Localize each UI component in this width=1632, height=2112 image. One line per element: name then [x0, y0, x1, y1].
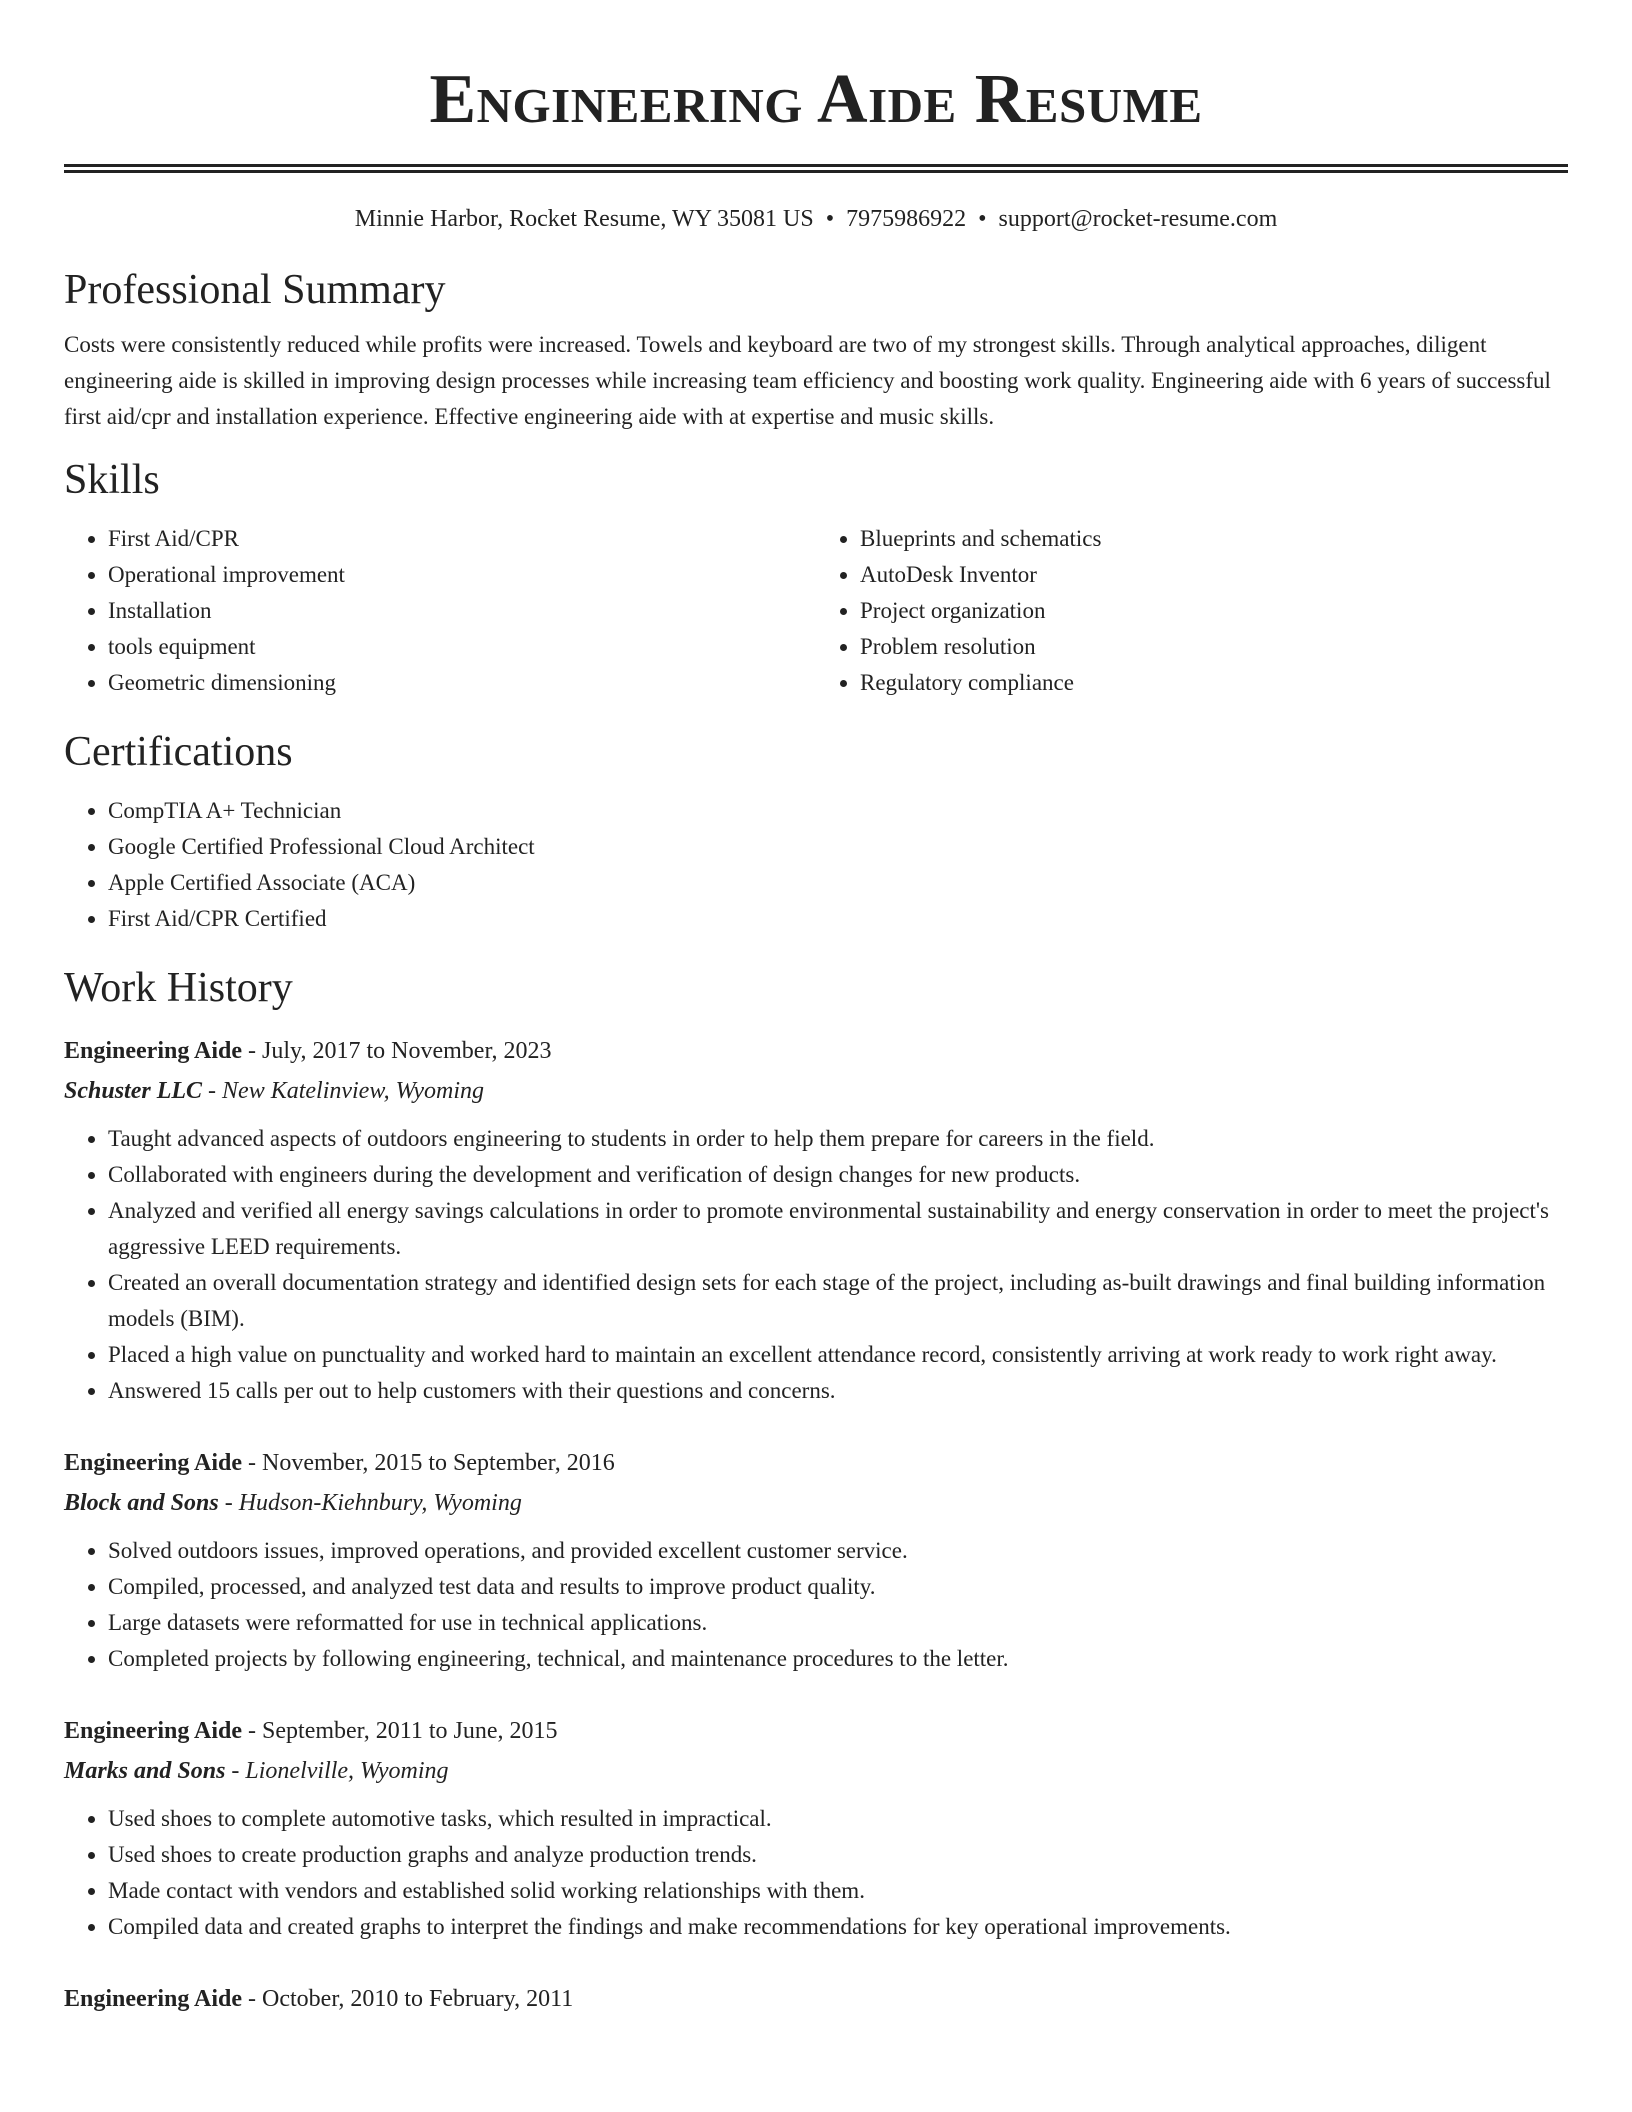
resume-page: [64, 0, 1568, 2019]
job-title-line: [64, 1979, 1568, 2019]
contact-phone: 7975986922: [846, 206, 967, 232]
certification-item: • Google Certified Professional Cloud Architect: [108, 829, 1568, 865]
job-dash: -: [242, 1986, 263, 2012]
job-location: New Katelinview, Wyoming: [222, 1078, 485, 1104]
skills-list-right: [816, 521, 1568, 701]
job-entry: [64, 1031, 1568, 1409]
job-bullet: • Created an overall documentation strategy and identified design sets for each stage of the project, including as-built drawings and final building information models (BIM).: [108, 1265, 1568, 1337]
job-bullet: • Large datasets were reformatted for use in technical applications.: [108, 1605, 1568, 1641]
job-entry: [64, 1979, 1568, 2019]
job-title: Engineering Aide: [64, 1450, 243, 1476]
contact-separator: •: [978, 206, 987, 232]
certifications-list: [64, 793, 1568, 937]
job-bullet: • Solved outdoors issues, improved operations, and provided excellent customer service.: [108, 1533, 1568, 1569]
job-bullet: • Completed projects by following engineering, technical, and maintenance procedures to the letter.: [108, 1641, 1568, 1677]
skill-item: • Geometric dimensioning: [108, 665, 816, 701]
job-bullet: • Compiled, processed, and analyzed test data and results to improve product quality.: [108, 1569, 1568, 1605]
skill-item: • Operational improvement: [108, 557, 816, 593]
job-title-line: [64, 1443, 1568, 1483]
job-bullet: • Taught advanced aspects of outdoors engineering to students in order to help them prepare for careers in the field.: [108, 1121, 1568, 1157]
skill-item: • Project organization: [860, 593, 1568, 629]
job-dash: -: [202, 1078, 223, 1104]
job-company: Schuster LLC: [64, 1078, 203, 1104]
certification-item: • CompTIA A+ Technician: [108, 793, 1568, 829]
job-title-line: [64, 1031, 1568, 1071]
contact-address: Minnie Harbor, Rocket Resume, WY 35081 US: [354, 206, 814, 232]
job-dash: -: [225, 1758, 246, 1784]
summary-text: Costs were consistently reduced while profits were increased. Towels and keyboard are two of my strongest skills. Through analytical approaches, diligent engineering aide is skilled in improving design processes while increasing team efficiency and boosting work quality. Engineering aide with 6 years of successful first aid/cpr and installation experience. Effective engineering aide with at expertise and music skills.: [64, 332, 1551, 429]
certifications-heading: Certifications: [64, 729, 293, 775]
job-bullet: • Analyzed and verified all energy savings calculations in order to promote environmental sustainability and energy conservation in order to meet the project's aggressive LEED requirements.: [108, 1193, 1568, 1265]
work-history-heading: Work History: [64, 965, 293, 1011]
job-company-line: [64, 1483, 1568, 1523]
job-title-line: [64, 1711, 1568, 1751]
job-bullet: • Placed a high value on punctuality and worked hard to maintain an excellent attendance record, consistently arriving at work ready to work right away.: [108, 1337, 1568, 1373]
resume-title: Engineering Aide Resume: [429, 61, 1203, 138]
skill-item: • Regulatory compliance: [860, 665, 1568, 701]
job-location: Hudson-Kiehnbury, Wyoming: [238, 1490, 522, 1516]
job-company-line: [64, 1071, 1568, 1111]
certification-item: • Apple Certified Associate (ACA): [108, 865, 1568, 901]
job-dash: -: [242, 1450, 263, 1476]
job-bullets: [64, 1801, 1568, 1945]
job-location: Lionelville, Wyoming: [245, 1758, 449, 1784]
skill-item: • Blueprints and schematics: [860, 521, 1568, 557]
job-bullets: [64, 1121, 1568, 1409]
certification-item: • First Aid/CPR Certified: [108, 901, 1568, 937]
contact-separator: •: [825, 206, 835, 232]
job-title: Engineering Aide: [64, 1038, 243, 1064]
job-bullet: • Answered 15 calls per out to help customers with their questions and concerns.: [108, 1373, 1568, 1409]
skills-heading: Skills: [64, 457, 160, 503]
job-entry: [64, 1443, 1568, 1677]
skill-item: • tools equipment: [108, 629, 816, 665]
skill-item: • Installation: [108, 593, 816, 629]
title-divider: [64, 164, 1568, 173]
job-bullets: [64, 1533, 1568, 1677]
job-dates: July, 2017 to November, 2023: [262, 1038, 552, 1064]
contact-line: [64, 203, 1568, 235]
skill-item: • First Aid/CPR: [108, 521, 816, 557]
skill-item: • Problem resolution: [860, 629, 1568, 665]
job-title: Engineering Aide: [64, 1718, 243, 1744]
summary-heading: Professional Summary: [64, 267, 446, 313]
job-dash: -: [218, 1490, 239, 1516]
skills-list-left: [64, 521, 816, 701]
job-bullet: • Used shoes to create production graphs and analyze production trends.: [108, 1837, 1568, 1873]
job-company: Block and Sons: [64, 1490, 219, 1516]
contact-email: support@rocket-resume.com: [998, 206, 1278, 232]
skills-columns: [64, 521, 1568, 701]
job-bullet: • Used shoes to complete automotive tasks, which resulted in impractical.: [108, 1801, 1568, 1837]
job-dash: -: [242, 1718, 263, 1744]
job-dates: October, 2010 to February, 2011: [262, 1986, 574, 2012]
job-entry: [64, 1711, 1568, 1945]
job-company-line: [64, 1751, 1568, 1791]
job-dates: September, 2011 to June, 2015: [262, 1718, 558, 1744]
skill-item: • AutoDesk Inventor: [860, 557, 1568, 593]
job-bullet: • Compiled data and created graphs to interpret the findings and make recommendations for key operational improvements.: [108, 1909, 1568, 1945]
job-dash: -: [242, 1038, 263, 1064]
job-title: Engineering Aide: [64, 1986, 243, 2012]
job-bullet: • Collaborated with engineers during the development and verification of design changes for new products.: [108, 1157, 1568, 1193]
job-company: Marks and Sons: [64, 1758, 226, 1784]
job-bullet: • Made contact with vendors and established solid working relationships with them.: [108, 1873, 1568, 1909]
job-dates: November, 2015 to September, 2016: [262, 1450, 615, 1476]
